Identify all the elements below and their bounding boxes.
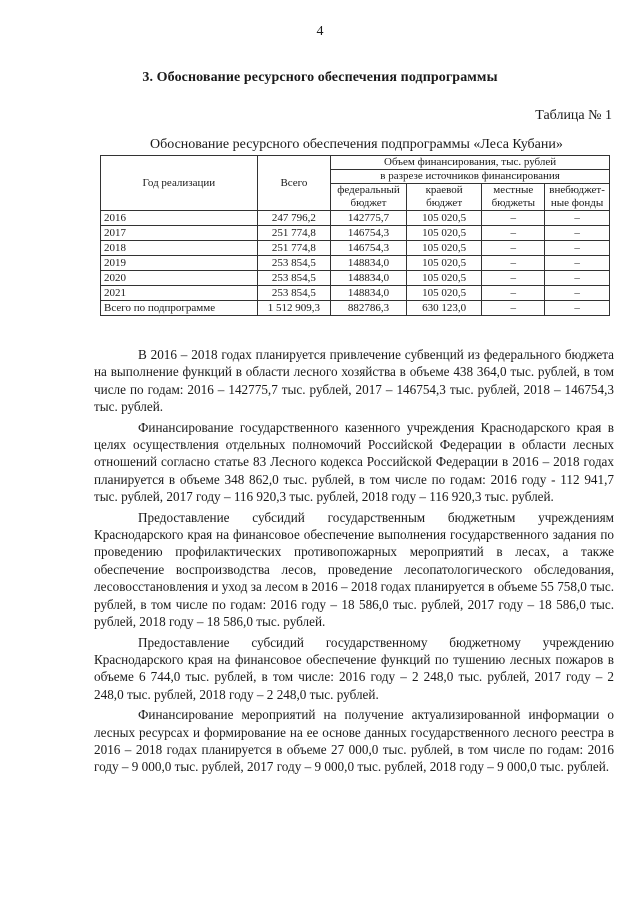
header-total: Всего xyxy=(257,156,330,211)
cell-year: Всего по подпрограмме xyxy=(101,301,258,316)
cell-regional: 105 020,5 xyxy=(406,241,482,256)
table-label: Таблица № 1 xyxy=(535,108,612,123)
cell-year: 2021 xyxy=(101,286,258,301)
header-extrabudget: внебюджет-ные фонды xyxy=(545,184,610,211)
cell-extrabudget: – xyxy=(545,271,610,286)
cell-local: – xyxy=(482,241,545,256)
page-number: 4 xyxy=(316,24,324,39)
cell-local: – xyxy=(482,301,545,316)
cell-local: – xyxy=(482,286,545,301)
cell-regional: 105 020,5 xyxy=(406,271,482,286)
cell-federal: 142775,7 xyxy=(331,211,407,226)
cell-local: – xyxy=(482,271,545,286)
header-year: Год реализации xyxy=(101,156,258,211)
cell-federal: 148834,0 xyxy=(331,256,407,271)
cell-extrabudget: – xyxy=(545,256,610,271)
cell-total: 251 774,8 xyxy=(257,241,330,256)
cell-year: 2019 xyxy=(101,256,258,271)
table-row xyxy=(101,211,610,226)
cell-extrabudget: – xyxy=(545,226,610,241)
cell-federal: 148834,0 xyxy=(331,271,407,286)
section-title: 3. Обоснование ресурсного обеспечения подпрограммы xyxy=(142,70,498,85)
header-regional: краевой бюджет xyxy=(406,184,482,211)
table-row xyxy=(101,241,610,256)
table-body xyxy=(101,211,610,316)
cell-extrabudget: – xyxy=(545,286,610,301)
cell-year: 2017 xyxy=(101,226,258,241)
cell-regional: 105 020,5 xyxy=(406,211,482,226)
cell-extrabudget: – xyxy=(545,241,610,256)
paragraph: В 2016 – 2018 годах планируется привлечение субвенций из федерального бюджета на выполнение функций в области лесного хозяйства в объеме 438 364,0 тыс. рублей, в том числе по годам: 2016 – 142775,7 тыс. рублей, 2017 – 146754,3 тыс. рублей, 2018 – 146754,3 тыс. рублей. xyxy=(94,347,614,415)
cell-regional: 630 123,0 xyxy=(406,301,482,316)
cell-year: 2018 xyxy=(101,241,258,256)
cell-total: 253 854,5 xyxy=(257,256,330,271)
cell-regional: 105 020,5 xyxy=(406,286,482,301)
cell-year: 2016 xyxy=(101,211,258,226)
cell-regional: 105 020,5 xyxy=(406,256,482,271)
cell-extrabudget: – xyxy=(545,301,610,316)
cell-total: 253 854,5 xyxy=(257,286,330,301)
paragraph: Предоставление субсидий государственным бюджетным учреждениям Краснодарского края на финансовое обеспечение выполнения государственного задания по проведению профилактических противопожарных мероприятий в лесах, а также обеспечение воспроизводства лесов, проведение лесопатологического обследования, лесовосстановления и уход за лесом в 2016 – 2018 годах планируется в объеме 55 758,0 тыс. рублей, в том числе по годам: 2016 году – 18 586,0 тыс. рублей, 2017 году – 18 586,0 тыс. рублей, 2018 году – 18 586,0 тыс. рублей. xyxy=(94,509,614,630)
body-text xyxy=(94,346,614,779)
cell-local: – xyxy=(482,211,545,226)
cell-federal: 146754,3 xyxy=(331,226,407,241)
cell-total: 247 796,2 xyxy=(257,211,330,226)
cell-federal: 148834,0 xyxy=(331,286,407,301)
funding-table xyxy=(100,155,610,316)
header-by-source: в разрезе источников финансирования xyxy=(331,170,610,184)
cell-regional: 105 020,5 xyxy=(406,226,482,241)
cell-federal: 146754,3 xyxy=(331,241,407,256)
cell-extrabudget: – xyxy=(545,211,610,226)
cell-total: 253 854,5 xyxy=(257,271,330,286)
header-local: местные бюджеты xyxy=(482,184,545,211)
cell-total: 1 512 909,3 xyxy=(257,301,330,316)
table-caption: Обоснование ресурсного обеспечения подпрограммы «Леса Кубани» xyxy=(150,137,563,152)
table-row xyxy=(101,286,610,301)
cell-federal: 882786,3 xyxy=(331,301,407,316)
cell-local: – xyxy=(482,256,545,271)
cell-local: – xyxy=(482,226,545,241)
cell-total: 251 774,8 xyxy=(257,226,330,241)
table-row xyxy=(101,256,610,271)
table-row xyxy=(101,301,610,316)
header-federal: федеральный бюджет xyxy=(331,184,407,211)
header-funding: Объем финансирования, тыс. рублей xyxy=(331,156,610,170)
table-row xyxy=(101,226,610,241)
paragraph: Финансирование мероприятий на получение актуализированной информации о лесных ресурсах и формирование на ее основе данных государственного лесного реестра в 2016 – 2018 годах планируется в объеме 27 000,0 тыс. рублей, в том числе по годам: 2016 году – 9 000,0 тыс. рублей, 2017 году – 9 000,0 тыс. рублей, 2018 году – 9 000,0 тыс. рублей. xyxy=(94,707,614,775)
cell-year: 2020 xyxy=(101,271,258,286)
paragraph: Предоставление субсидий государственному бюджетному учреждению Краснодарского края на финансовое обеспечение функций по тушению лесных пожаров в объеме 6 744,0 тыс. рублей, в том числе: 2016 году – 2 248,0 тыс. рублей, 2017 году – 2 248,0 тыс. рублей, 2018 году – 2 248,0 тыс. рублей. xyxy=(94,634,614,702)
table-row xyxy=(101,271,610,286)
paragraph: Финансирование государственного казенного учреждения Краснодарского края в целях осуществления отдельных полномочий Российской Федерации в области лесных отношений согласно статье 83 Лесного кодекса Российской Федерации в 2016 – 2018 годах планируется в объеме 348 862,0 тыс. рублей, в том числе по годам: 2016 году - 112 941,7 тыс. рублей, 2017 году – 116 920,3 тыс. рублей, 2018 году – 116 920,3 тыс. рублей. xyxy=(94,419,614,505)
